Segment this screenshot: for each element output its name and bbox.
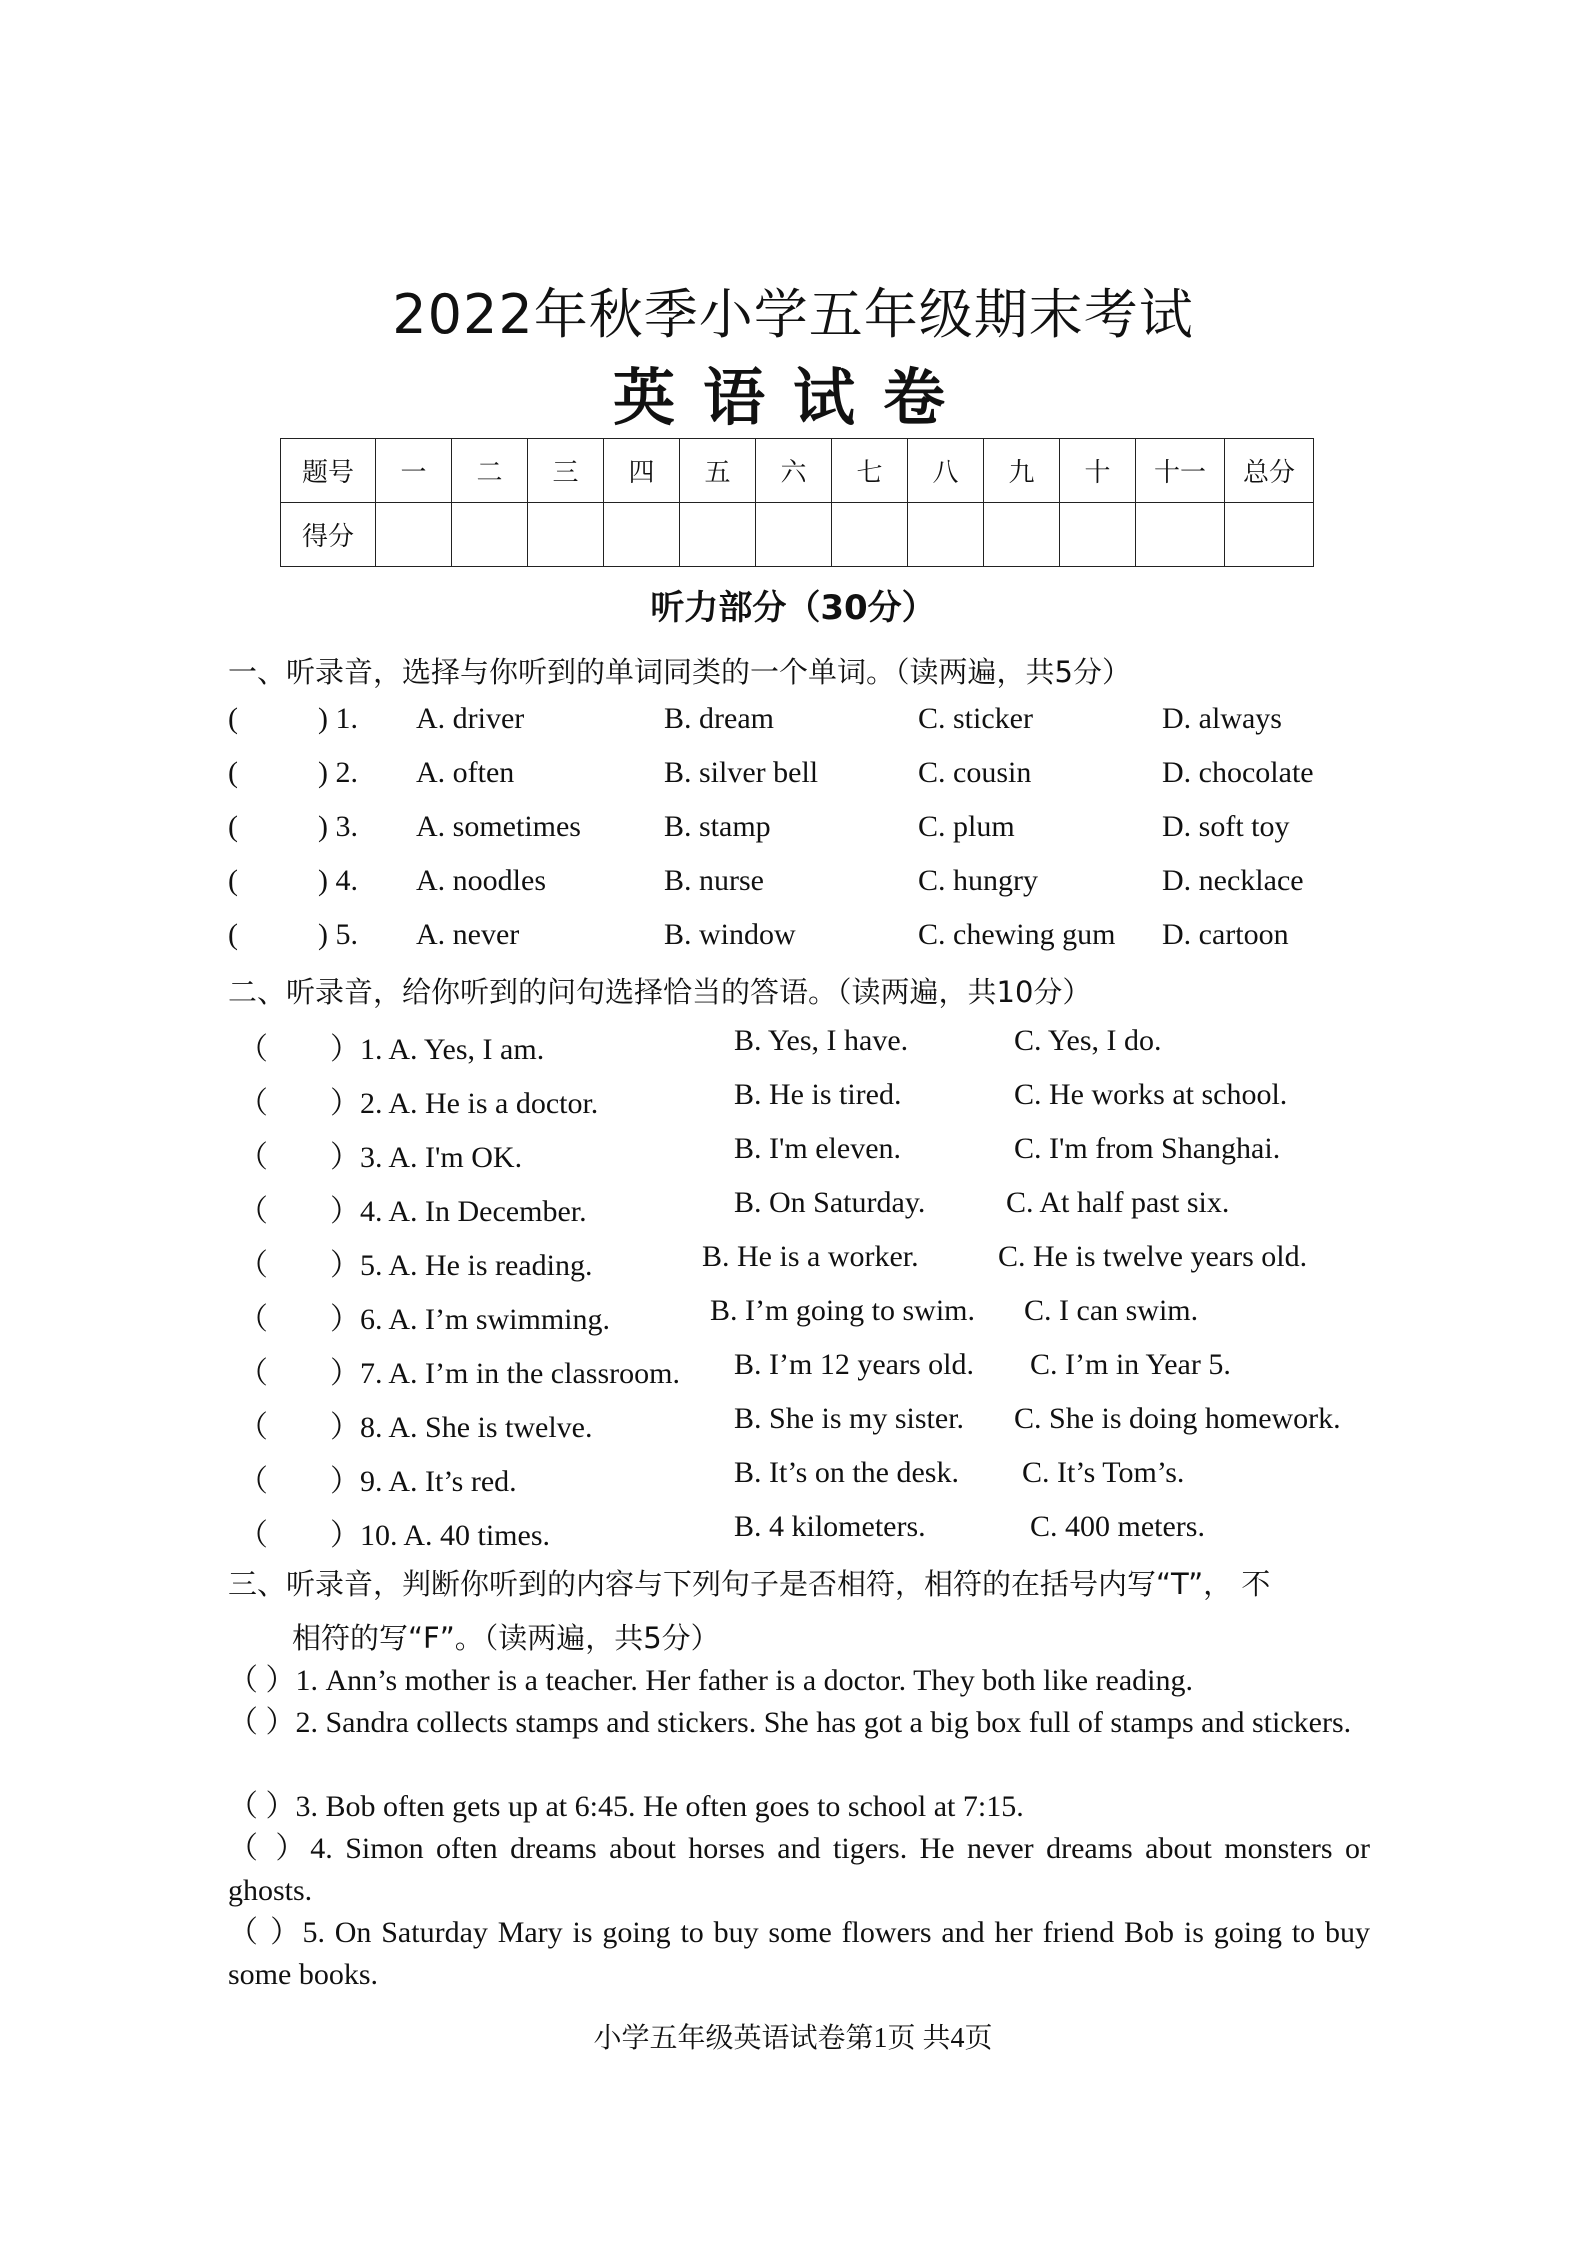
part3-item: （ ）5. On Saturday Mary is going to buy some flowers and her friend Bob is going to buy some books. xyxy=(228,1916,1370,1991)
score-header-cell: 十 xyxy=(1060,439,1136,503)
option-b: B. nurse xyxy=(664,864,764,897)
part3-item: （ ）4. Simon often dreams about horses and tigers. He never dreams about monsters or ghosts. xyxy=(228,1832,1370,1907)
option-c: C. chewing gum xyxy=(918,918,1116,951)
part3-heading-line1: 三、听录音，判断你听到的内容与下列句子是否相符，相符的在括号内写“T”， 不 xyxy=(228,1567,1271,1601)
score-table xyxy=(280,438,1314,567)
option-a: A. sometimes xyxy=(416,810,581,843)
option-b: B. 4 kilometers. xyxy=(734,1510,926,1543)
item-number: ) 5. xyxy=(318,918,358,951)
score-header-cell: 九 xyxy=(984,439,1060,503)
option-a: ）9. A. It’s red. xyxy=(330,1465,517,1498)
score-header-cell: 五 xyxy=(680,439,756,503)
option-b: B. I’m 12 years old. xyxy=(734,1348,974,1381)
option-c: C. hungry xyxy=(918,864,1038,897)
score-cell[interactable] xyxy=(756,503,832,567)
option-d: D. chocolate xyxy=(1162,756,1314,789)
score-cell[interactable] xyxy=(984,503,1060,567)
part1-heading: 一、听录音，选择与你听到的单词同类的一个单词。（读两遍，共5分） xyxy=(228,655,1131,689)
option-c: C. He works at school. xyxy=(1014,1078,1288,1111)
answer-paren[interactable]: （ xyxy=(238,1195,268,1228)
option-d: D. cartoon xyxy=(1162,918,1289,951)
answer-paren[interactable]: （ xyxy=(238,1249,268,1282)
item-number: ) 3. xyxy=(318,810,358,843)
part3-item: （ ）1. Ann’s mother is a teacher. Her father is a doctor. They both like reading. xyxy=(228,1664,1194,1697)
item-number: ) 2. xyxy=(318,756,358,789)
score-header-cell: 总分 xyxy=(1225,439,1314,503)
option-a: ）5. A. He is reading. xyxy=(330,1249,593,1282)
option-a: ）8. A. She is twelve. xyxy=(330,1411,593,1444)
option-d: D. soft toy xyxy=(1162,810,1290,843)
option-c: C. I can swim. xyxy=(1024,1294,1199,1327)
score-cell[interactable] xyxy=(1060,503,1136,567)
option-b: B. On Saturday. xyxy=(734,1186,926,1219)
answer-paren[interactable]: （ xyxy=(238,1357,268,1390)
option-a: ）4. A. In December. xyxy=(330,1195,587,1228)
option-c: C. I’m in Year 5. xyxy=(1030,1348,1231,1381)
option-a: ）3. A. I'm OK. xyxy=(330,1141,523,1174)
score-header-cell: 七 xyxy=(832,439,908,503)
answer-paren[interactable]: ( xyxy=(228,864,238,897)
answer-paren[interactable]: （ xyxy=(238,1411,268,1444)
answer-paren[interactable]: ( xyxy=(228,702,238,735)
answer-paren[interactable]: ( xyxy=(228,756,238,789)
exam-title: 2022年秋季小学五年级期末考试 xyxy=(392,283,1194,346)
part3-heading-line2: 相符的写“F”。（读两遍，共5分） xyxy=(292,1621,720,1655)
option-a: A. never xyxy=(416,918,520,951)
score-cell[interactable] xyxy=(528,503,604,567)
option-b: B. window xyxy=(664,918,796,951)
option-c: C. I'm from Shanghai. xyxy=(1014,1132,1281,1165)
part3-item: （ ）2. Sandra collects stamps and stickers. She has got a big box full of stamps and stickers. xyxy=(228,1706,1352,1739)
part3-item: （ ）3. Bob often gets up at 6:45. He often goes to school at 7:15. xyxy=(228,1790,1024,1823)
score-cell[interactable] xyxy=(1136,503,1225,567)
score-cell[interactable] xyxy=(1225,503,1314,567)
score-header-cell: 六 xyxy=(756,439,832,503)
option-b: B. I'm eleven. xyxy=(734,1132,902,1165)
score-cell[interactable] xyxy=(908,503,984,567)
option-b: B. I’m going to swim. xyxy=(710,1294,976,1327)
option-d: D. always xyxy=(1162,702,1282,735)
score-header-cell: 题号 xyxy=(281,439,376,503)
item-number: ) 4. xyxy=(318,864,358,897)
answer-paren[interactable]: ( xyxy=(228,918,238,951)
option-c: C. He is twelve years old. xyxy=(998,1240,1308,1273)
exam-subtitle: 英语试卷 xyxy=(612,361,973,434)
part2-heading: 二、听录音，给你听到的问句选择恰当的答语。（读两遍，共10分） xyxy=(228,975,1092,1009)
score-header-cell: 一 xyxy=(376,439,452,503)
item-number: ) 1. xyxy=(318,702,358,735)
option-b: B. stamp xyxy=(664,810,771,843)
option-a: ）1. A. Yes, I am. xyxy=(330,1033,545,1066)
option-c: C. 400 meters. xyxy=(1030,1510,1205,1543)
score-cell[interactable] xyxy=(680,503,756,567)
score-header-cell: 四 xyxy=(604,439,680,503)
score-cell[interactable] xyxy=(452,503,528,567)
option-c: C. At half past six. xyxy=(1006,1186,1230,1219)
score-header-cell: 十一 xyxy=(1136,439,1225,503)
option-c: C. sticker xyxy=(918,702,1033,735)
option-b: B. He is tired. xyxy=(734,1078,902,1111)
score-header-cell: 八 xyxy=(908,439,984,503)
answer-paren[interactable]: （ xyxy=(238,1519,268,1552)
answer-paren[interactable]: （ xyxy=(238,1465,268,1498)
page-footer: 小学五年级英语试卷第1页 共4页 xyxy=(593,2023,993,2054)
option-a: A. noodles xyxy=(416,864,546,897)
answer-paren[interactable]: （ xyxy=(238,1087,268,1120)
score-header-cell: 三 xyxy=(528,439,604,503)
listening-section-title: 听力部分（30分） xyxy=(650,588,936,628)
option-b: B. silver bell xyxy=(664,756,819,789)
option-b: B. dream xyxy=(664,702,774,735)
score-cell[interactable] xyxy=(832,503,908,567)
score-cell[interactable] xyxy=(604,503,680,567)
option-a: A. driver xyxy=(416,702,525,735)
option-a: ）6. A. I’m swimming. xyxy=(330,1303,611,1336)
score-row-label: 得分 xyxy=(281,503,376,567)
score-cell[interactable] xyxy=(376,503,452,567)
option-b: B. It’s on the desk. xyxy=(734,1456,959,1489)
answer-paren[interactable]: ( xyxy=(228,810,238,843)
answer-paren[interactable]: （ xyxy=(238,1033,268,1066)
option-b: B. Yes, I have. xyxy=(734,1024,909,1057)
option-c: C. She is doing homework. xyxy=(1014,1402,1341,1435)
option-c: C. cousin xyxy=(918,756,1032,789)
score-table-score-row xyxy=(281,503,1314,567)
option-c: C. plum xyxy=(918,810,1015,843)
option-a: ）10. A. 40 times. xyxy=(330,1519,551,1552)
answer-paren[interactable]: （ xyxy=(238,1303,268,1336)
score-header-cell: 二 xyxy=(452,439,528,503)
option-a: ）7. A. I’m in the classroom. xyxy=(330,1357,680,1390)
score-table-header-row xyxy=(281,439,1314,503)
answer-paren[interactable]: （ xyxy=(238,1141,268,1174)
option-a: A. often xyxy=(416,756,515,789)
option-d: D. necklace xyxy=(1162,864,1304,897)
option-c: C. Yes, I do. xyxy=(1014,1024,1162,1057)
option-c: C. It’s Tom’s. xyxy=(1022,1456,1185,1489)
option-a: ）2. A. He is a doctor. xyxy=(330,1087,599,1120)
option-b: B. She is my sister. xyxy=(734,1402,965,1435)
option-b: B. He is a worker. xyxy=(702,1240,919,1273)
